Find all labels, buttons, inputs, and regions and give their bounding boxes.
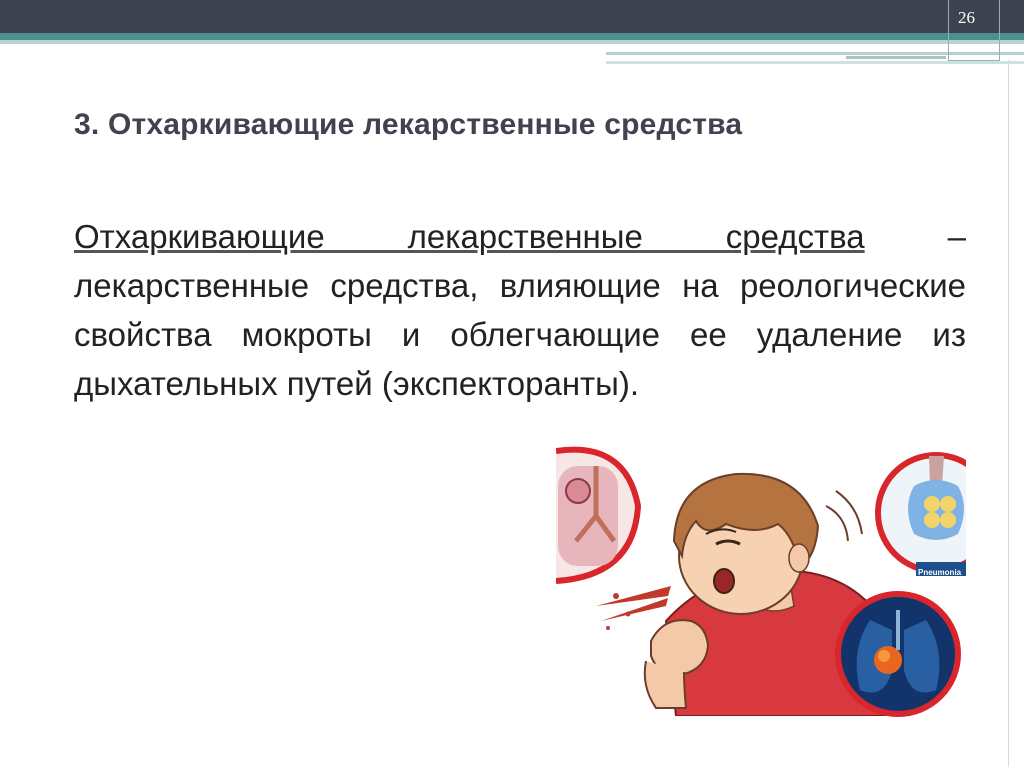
alveoli-badge xyxy=(874,446,966,581)
mouth xyxy=(714,569,734,593)
definition-term: Отхаркивающие лекарственные средства xyxy=(74,218,865,255)
header-bar xyxy=(0,0,1024,33)
page-number: 26 xyxy=(958,8,975,27)
xray-lungs-badge xyxy=(830,590,966,718)
pneumonia-label: Pneumonia xyxy=(918,568,962,577)
slide-right-rule xyxy=(1008,60,1009,767)
header-light-stripe xyxy=(0,40,1024,44)
definition-text: – лекарственные средства, влияющие на реологические свойства мокроты и облегчающие ее удаление из дыхательных путей (экспекторанты). xyxy=(74,218,966,402)
slide-title: 3. Отхаркивающие лекарственные средства xyxy=(74,108,743,141)
definition-paragraph xyxy=(74,212,966,408)
lung-badge xyxy=(556,446,646,586)
header-teal-stripe xyxy=(0,33,1024,40)
